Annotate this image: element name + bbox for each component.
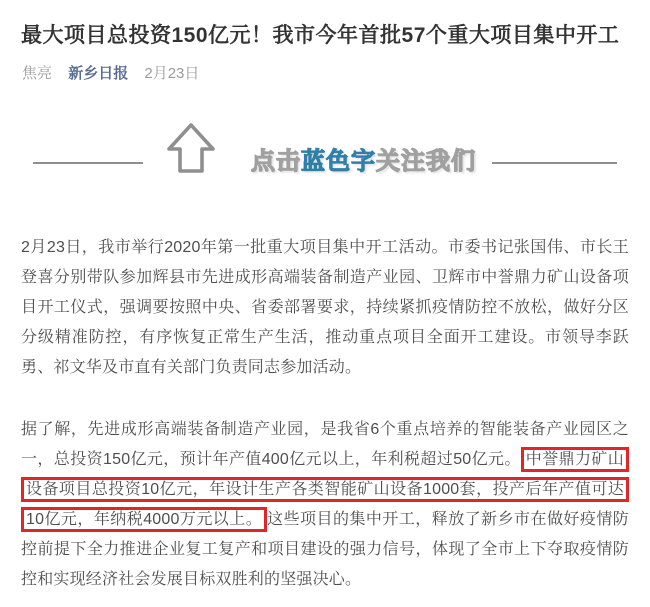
follow-banner-text [251,150,476,174]
paragraph-2 [21,415,629,595]
follow-banner-image [33,105,617,201]
red-box-highlight: 中誉鼎力矿山设备项目总投资10亿元，年设计生产各类智能矿山设备1000套，投产后年产值可达10亿元，年纳税4000万元以上。 [21,447,629,532]
up-arrow-icon [165,122,217,174]
page-title: 最大项目总投资150亿元！我市今年首批57个重大项目集中开工 [21,24,620,47]
banner-text-highlight: 蓝色字 [301,148,376,176]
divider-line-right [492,162,617,164]
article-body [21,233,629,595]
byline-author: 焦亮 [22,65,53,83]
byline-date: 2月23日 [144,65,200,83]
paragraph-2-lead: 据了解，先进成形高端装备制造产业园，是我省6个重点培养的智能装备产业园区之一，总投资150亿元，预计年产值400亿元以上，年利税超过50亿元。 [21,421,629,469]
paragraph-1: 2月23日，我市举行2020年第一批重大项目集中开工活动。市委书记张国伟、市长王登喜分别带队参加辉县市先进成形高端装备制造产业园、卫辉市中誉鼎力矿山设备项目开工仪式，强调要按照中央、省委部署要求，持续紧抓疫情防控不放松，做好分区分级精准防控，有序恢复正常生产生活，推动重点项目全面开工建设。市领导李跃勇、祁文华及市直有关部门负责同志参加活动。 [21,239,629,377]
divider-line-left [33,162,143,164]
banner-text-suffix: 关注我们 [376,148,476,176]
banner-text-prefix: 点击 [251,148,301,176]
byline [22,62,629,83]
paragraph-2-tail: 这些项目的集中开工，释放了新乡市在做好疫情防控前提下全力推进企业复工复产和项目建设的强力信号，体现了全市上下夺取疫情防控和实现经济社会发展目标双胜利的坚强决心。 [21,511,629,589]
byline-account-link[interactable]: 新乡日报 [68,65,129,83]
